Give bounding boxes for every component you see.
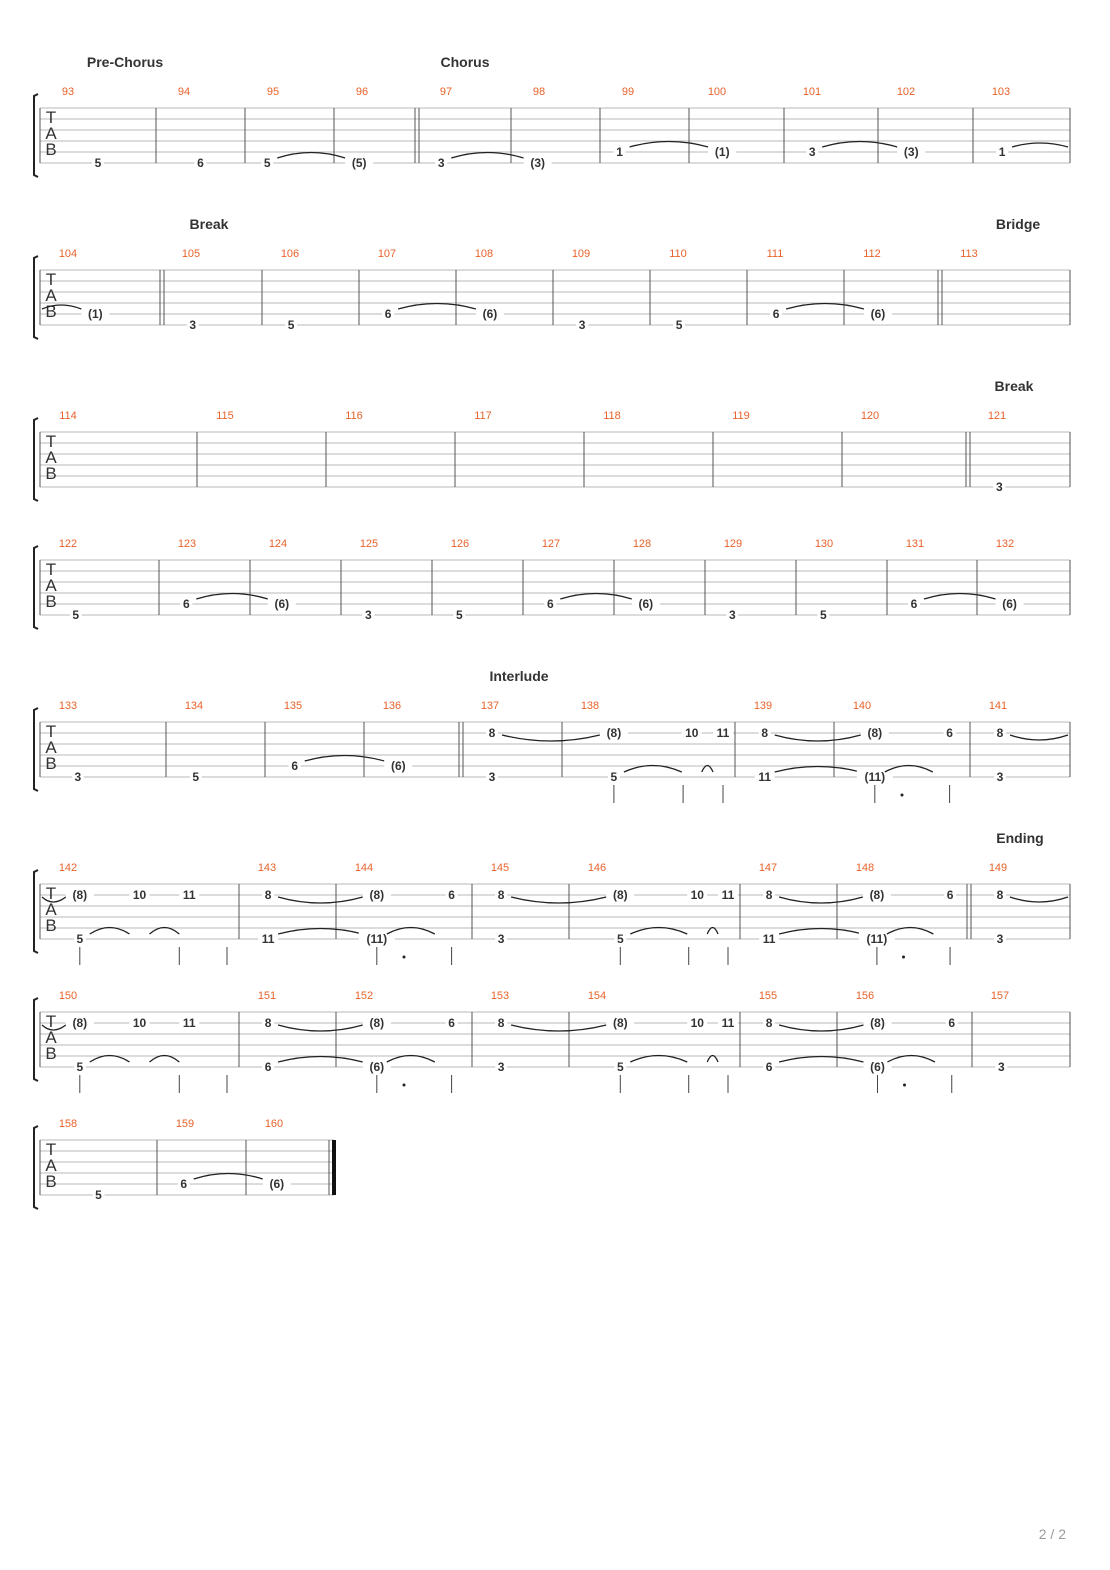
- tie-arc: [779, 1025, 863, 1031]
- fret-number: 8: [264, 1016, 272, 1030]
- tie-arc: [278, 1057, 363, 1063]
- fret-number: 6: [772, 307, 780, 321]
- measure-number: 154: [587, 990, 607, 1002]
- tab-clef-letter: B: [45, 592, 57, 611]
- fret-number: 5: [616, 1060, 624, 1074]
- fret-number: 10: [690, 888, 704, 902]
- tab-clef-letter: A: [45, 1028, 57, 1047]
- tab-clef-letter: B: [45, 464, 57, 483]
- fret-number: 8: [765, 888, 773, 902]
- measure-number: 147: [758, 862, 778, 874]
- measure-number: 142: [58, 862, 78, 874]
- measure-number: 123: [177, 538, 197, 550]
- section-label: Bridge: [995, 216, 1041, 232]
- rhythm-dot: [903, 1084, 906, 1087]
- fret-number: 3: [995, 480, 1003, 494]
- system-bracket: [34, 546, 38, 629]
- measure-number: 137: [480, 700, 500, 712]
- fret-number: (3): [903, 145, 919, 159]
- measure-number: 116: [345, 410, 363, 422]
- system-bracket: [34, 870, 38, 953]
- fret-number: 6: [946, 888, 954, 902]
- measure-number: 153: [490, 990, 510, 1002]
- measure-number: 150: [58, 990, 78, 1002]
- measure-number: 114: [59, 410, 77, 422]
- fret-number: 3: [497, 1060, 505, 1074]
- section-label: Break: [189, 216, 229, 232]
- fret-number: (8): [606, 726, 622, 740]
- measure-number: 109: [571, 248, 591, 260]
- measure-number: 140: [852, 700, 872, 712]
- fret-number: 10: [132, 888, 147, 902]
- fret-number: 8: [996, 726, 1004, 740]
- measure-number: 117: [474, 410, 492, 422]
- fret-number: 11: [182, 1016, 196, 1030]
- fret-number: 10: [132, 1016, 147, 1030]
- measure-number: 157: [990, 990, 1010, 1002]
- system-bracket: [34, 1126, 38, 1209]
- tab-clef-letter: B: [45, 302, 57, 321]
- measure-number: 132: [995, 538, 1015, 550]
- measure-number: 144: [354, 862, 374, 874]
- fret-number: 6: [264, 1060, 272, 1074]
- fret-number: (6): [482, 307, 498, 321]
- fret-number: 3: [74, 770, 82, 784]
- fret-number: 6: [946, 726, 953, 740]
- measure-number: 112: [863, 248, 881, 260]
- fret-number: 8: [996, 888, 1004, 902]
- tie-arc: [630, 142, 709, 148]
- fret-number: 10: [690, 1016, 704, 1030]
- measure-number: 100: [707, 86, 727, 98]
- measure-number: 149: [988, 862, 1008, 874]
- fret-number: 1: [998, 145, 1006, 159]
- fret-number: (1): [714, 145, 730, 159]
- tie-arc: [779, 929, 863, 935]
- section-label: Chorus: [440, 54, 490, 70]
- fret-number: 8: [761, 726, 769, 740]
- fret-number: 6: [546, 597, 554, 611]
- fret-number: (8): [870, 1016, 885, 1030]
- fret-number: 1: [616, 145, 623, 159]
- measure-number: 160: [264, 1118, 284, 1130]
- page-number: 2 / 2: [1038, 1526, 1066, 1542]
- fret-number: 5: [819, 608, 827, 622]
- tab-clef-letter: B: [45, 916, 57, 935]
- fret-number: 11: [721, 1016, 735, 1030]
- measure-number: 119: [732, 410, 750, 422]
- measure-number: 115: [216, 410, 234, 422]
- fret-number: (1): [88, 307, 103, 321]
- tie-arc: [502, 735, 600, 741]
- measure-number: 104: [58, 248, 78, 260]
- fret-number: 6: [765, 1060, 773, 1074]
- section-label: Pre-Chorus: [86, 54, 164, 70]
- measure-number: 127: [541, 538, 561, 550]
- tab-clef-letter: T: [45, 432, 57, 451]
- measure-number: 94: [177, 86, 191, 98]
- system-bracket: [34, 998, 38, 1081]
- tie-arc: [305, 756, 385, 762]
- fret-number: 8: [497, 1016, 505, 1030]
- fret-number: (11): [366, 932, 388, 946]
- system-bracket: [34, 418, 38, 501]
- tie-arc: [786, 304, 864, 310]
- tie-arc: [194, 1174, 263, 1180]
- measure-number: 133: [58, 700, 78, 712]
- system-bracket: [34, 256, 38, 339]
- fret-number: 8: [765, 1016, 773, 1030]
- fret-number: 6: [448, 888, 455, 902]
- measure-number: 98: [532, 86, 546, 98]
- fret-number: 8: [264, 888, 272, 902]
- fret-number: 8: [488, 726, 496, 740]
- tab-clef-letter: T: [45, 1012, 57, 1031]
- fret-number: 5: [72, 608, 80, 622]
- tie-arc: [1010, 735, 1068, 740]
- fret-number: 3: [488, 770, 496, 784]
- fret-number: 8: [497, 888, 505, 902]
- tab-clef-letter: A: [45, 286, 57, 305]
- fret-number: 6: [180, 1177, 188, 1191]
- tie-arc: [398, 304, 476, 310]
- fret-number: (8): [369, 888, 385, 902]
- tab-clef-letter: T: [45, 722, 57, 741]
- fret-number: 3: [364, 608, 372, 622]
- fret-number: 5: [287, 318, 295, 332]
- fret-number: (8): [867, 726, 883, 740]
- fret-number: (8): [612, 888, 628, 902]
- measure-number: 145: [490, 862, 510, 874]
- measure-number: 101: [802, 86, 822, 98]
- tie-arc: [511, 897, 606, 903]
- measure-number: 148: [855, 862, 875, 874]
- fret-number: 3: [497, 932, 505, 946]
- tie-arc: [1012, 143, 1068, 147]
- tie-arc: [511, 1025, 606, 1031]
- measure-number: 126: [450, 538, 470, 550]
- fret-number: 5: [675, 318, 683, 332]
- tab-clef-letter: B: [45, 1044, 57, 1063]
- measure-number: 97: [439, 86, 453, 98]
- tie-arc: [278, 929, 363, 935]
- fret-number: 11: [261, 932, 275, 946]
- tab-clef-letter: B: [45, 140, 57, 159]
- fret-number: (6): [369, 1060, 385, 1074]
- measure-number: 146: [587, 862, 607, 874]
- tie-arc: [278, 1025, 363, 1031]
- tab-clef-letter: A: [45, 448, 57, 467]
- measure-number: 99: [621, 86, 635, 98]
- tie-arc: [779, 897, 863, 903]
- fret-number: (6): [638, 597, 654, 611]
- measure-number: 105: [181, 248, 201, 260]
- tab-clef-letter: A: [45, 124, 57, 143]
- tab-clef-letter: T: [45, 1140, 57, 1159]
- fret-number: 11: [758, 770, 772, 784]
- fret-number: 6: [291, 759, 299, 773]
- tie-arc: [775, 767, 861, 773]
- measure-number: 159: [175, 1118, 195, 1130]
- tab-clef-letter: T: [45, 270, 57, 289]
- tie-arc: [1010, 897, 1068, 902]
- fret-number: 3: [808, 145, 816, 159]
- fret-number: 11: [716, 726, 730, 740]
- fret-number: 5: [192, 770, 200, 784]
- rhythm-dot: [902, 956, 905, 959]
- fret-number: (6): [274, 597, 290, 611]
- measure-number: 106: [280, 248, 300, 260]
- measure-number: 136: [382, 700, 402, 712]
- measure-number: 131: [905, 538, 925, 550]
- fret-number: 6: [448, 1016, 455, 1030]
- fret-number: 6: [948, 1016, 956, 1030]
- measure-number: 124: [268, 538, 288, 550]
- measure-number: 102: [896, 86, 916, 98]
- measure-number: 138: [580, 700, 600, 712]
- fret-number: (8): [869, 888, 885, 902]
- tie-arc: [278, 897, 363, 903]
- fret-number: 3: [189, 318, 197, 332]
- measure-number: 156: [855, 990, 875, 1002]
- fret-number: 11: [762, 932, 776, 946]
- measure-number: 130: [814, 538, 834, 550]
- tab-clef-letter: B: [45, 754, 57, 773]
- measure-number: 93: [61, 86, 75, 98]
- measure-number: 107: [377, 248, 397, 260]
- fret-number: (8): [72, 888, 88, 902]
- measure-number: 113: [960, 248, 978, 260]
- tab-clef-letter: A: [45, 738, 57, 757]
- fret-number: 3: [996, 770, 1004, 784]
- measure-number: 155: [758, 990, 778, 1002]
- fret-number: (11): [866, 932, 888, 946]
- fret-number: 5: [263, 156, 271, 170]
- fret-number: 11: [182, 888, 196, 902]
- fret-number: (8): [72, 1016, 88, 1030]
- measure-number: 134: [184, 700, 204, 712]
- measure-number: 108: [474, 248, 494, 260]
- fret-number: 6: [910, 597, 918, 611]
- fret-number: 5: [616, 932, 624, 946]
- measure-number: 103: [991, 86, 1011, 98]
- measure-number: 135: [283, 700, 303, 712]
- tie-arc: [196, 594, 268, 600]
- measure-number: 121: [987, 410, 1007, 422]
- fret-number: (5): [351, 156, 367, 170]
- tab-clef-letter: T: [45, 884, 57, 903]
- fret-number: 5: [76, 932, 84, 946]
- rhythm-dot: [403, 956, 406, 959]
- measure-number: 95: [266, 86, 280, 98]
- fret-number: (11): [864, 770, 886, 784]
- tab-clef-letter: B: [45, 1172, 57, 1191]
- tie-arc: [779, 1057, 863, 1063]
- fret-number: (6): [269, 1177, 285, 1191]
- fret-number: (6): [390, 759, 406, 773]
- measure-number: 143: [257, 862, 277, 874]
- rhythm-dot: [403, 1084, 406, 1087]
- system-bracket: [34, 94, 38, 177]
- measure-number: 152: [354, 990, 374, 1002]
- measure-number: 111: [766, 248, 784, 260]
- fret-number: 6: [197, 156, 204, 170]
- system-bracket: [34, 708, 38, 791]
- fret-number: 3: [437, 156, 445, 170]
- measure-number: 128: [632, 538, 652, 550]
- tab-clef-letter: A: [45, 900, 57, 919]
- fret-number: 5: [94, 156, 102, 170]
- fret-number: 11: [721, 888, 735, 902]
- rhythm-dot: [901, 794, 904, 797]
- fret-number: (6): [870, 307, 886, 321]
- fret-number: (8): [612, 1016, 628, 1030]
- fret-number: 5: [610, 770, 618, 784]
- fret-number: 6: [384, 307, 392, 321]
- fret-number: 3: [996, 932, 1004, 946]
- measure-number: 141: [988, 700, 1008, 712]
- tie-arc: [822, 142, 897, 148]
- fret-number: 3: [728, 608, 736, 622]
- measure-number: 125: [359, 538, 379, 550]
- tie-arc: [277, 153, 345, 159]
- fret-number: (8): [369, 1016, 385, 1030]
- fret-number: 5: [95, 1188, 102, 1202]
- section-label: Break: [994, 378, 1034, 394]
- tie-arc: [775, 735, 861, 741]
- measure-number: 139: [753, 700, 773, 712]
- tab-clef-letter: A: [45, 1156, 57, 1175]
- measure-number: 122: [58, 538, 78, 550]
- tie-arc: [924, 594, 996, 600]
- fret-number: 3: [998, 1060, 1005, 1074]
- fret-number: 5: [76, 1060, 84, 1074]
- tab-clef-letter: A: [45, 576, 57, 595]
- tie-arc: [451, 153, 523, 159]
- measure-number: 158: [58, 1118, 78, 1130]
- measure-number: 151: [257, 990, 277, 1002]
- fret-number: 5: [455, 608, 463, 622]
- fret-number: (3): [530, 156, 546, 170]
- measure-number: 129: [723, 538, 743, 550]
- measure-number: 110: [669, 248, 687, 260]
- fret-number: 10: [685, 726, 699, 740]
- tab-clef-letter: T: [45, 560, 57, 579]
- tie-arc: [560, 594, 632, 600]
- fret-number: (6): [870, 1060, 885, 1074]
- fret-number: (6): [1002, 597, 1017, 611]
- measure-number: 96: [355, 86, 369, 98]
- measure-number: 118: [603, 410, 621, 422]
- section-label: Ending: [996, 830, 1044, 846]
- measure-number: 120: [860, 410, 880, 422]
- tab-clef-letter: T: [45, 108, 57, 127]
- fret-number: 3: [578, 318, 586, 332]
- fret-number: 6: [182, 597, 190, 611]
- section-label: Interlude: [489, 668, 549, 684]
